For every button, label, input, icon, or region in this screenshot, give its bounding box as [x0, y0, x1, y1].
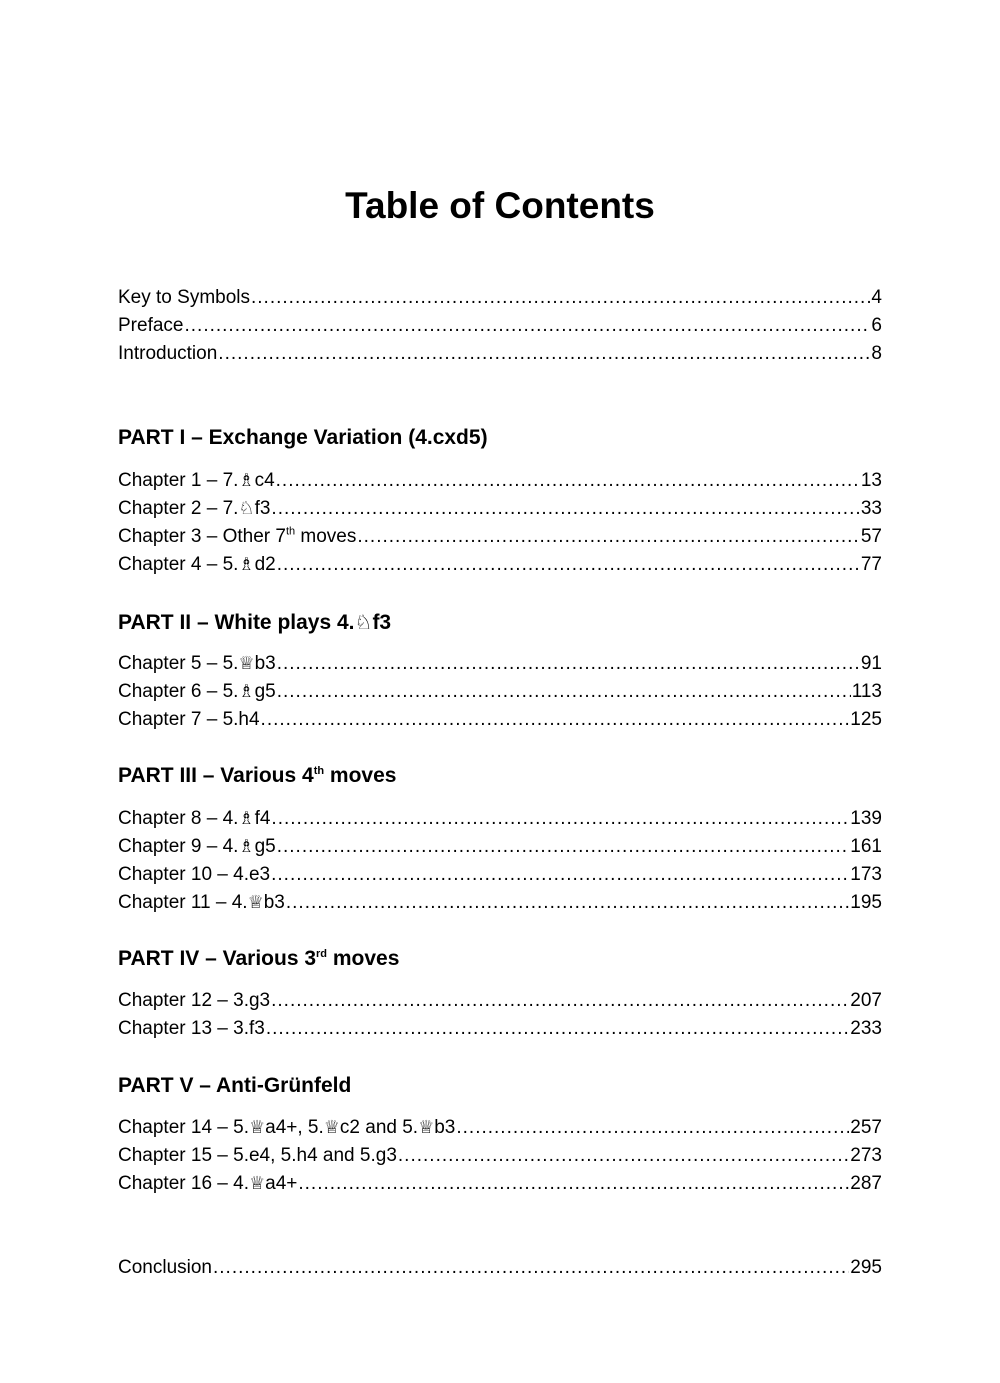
page-number: 295	[850, 1257, 882, 1278]
entry-label: Chapter 7 – 5.h4	[118, 709, 260, 730]
toc-entry-chapter-4[interactable]	[118, 551, 882, 579]
entry-label: Key to Symbols	[118, 287, 250, 308]
dot-leader	[286, 889, 849, 917]
entry-label: Chapter 1 – 7.♗c4	[118, 470, 275, 491]
toc-entry-chapter-11[interactable]	[118, 889, 882, 917]
dot-leader	[261, 706, 850, 734]
toc-entry-preface[interactable]	[118, 312, 882, 340]
dot-leader	[251, 284, 870, 312]
bishop-icon: ♗	[238, 836, 255, 857]
dot-leader	[271, 805, 849, 833]
toc-entry-chapter-7[interactable]	[118, 706, 882, 734]
entry-label: Preface	[118, 315, 184, 336]
entry-label: Chapter 4 – 5.♗d2	[118, 554, 276, 575]
part-heading-1: PART I – Exchange Variation (4.cxd5)	[118, 426, 488, 449]
dot-leader	[266, 1015, 849, 1043]
dot-leader	[213, 1254, 849, 1282]
dot-leader	[184, 312, 870, 340]
dot-leader	[298, 1170, 849, 1198]
toc-entry-chapter-13[interactable]	[118, 1015, 882, 1043]
page-number: 33	[860, 498, 882, 519]
bishop-icon: ♗	[238, 681, 255, 702]
toc-entry-chapter-8[interactable]	[118, 805, 882, 833]
toc-entry-chapter-6[interactable]	[118, 678, 882, 706]
toc-entry-chapter-9[interactable]	[118, 833, 882, 861]
entry-label: Conclusion	[118, 1257, 212, 1278]
part-heading-3: PART III – Various 4th moves	[118, 764, 397, 787]
entry-label: Chapter 14 – 5.♕a4+, 5.♕c2 and 5.♕b3	[118, 1117, 456, 1138]
part-heading-5: PART V – Anti-Grünfeld	[118, 1074, 352, 1097]
dot-leader	[277, 650, 860, 678]
queen-icon: ♕	[248, 1117, 266, 1138]
toc-entry-conclusion[interactable]	[118, 1254, 882, 1282]
page-number: 13	[860, 470, 882, 491]
knight-icon: ♘	[354, 610, 373, 634]
dot-leader	[277, 551, 860, 579]
toc-entry-chapter-16[interactable]	[118, 1170, 882, 1198]
page-number: 257	[850, 1117, 882, 1138]
bishop-icon: ♗	[238, 808, 255, 829]
queen-icon: ♕	[248, 1173, 266, 1194]
entry-label: Chapter 5 – 5.♕b3	[118, 653, 276, 674]
page-number: 207	[850, 990, 882, 1011]
dot-leader	[277, 833, 850, 861]
dot-leader	[357, 523, 859, 551]
dot-leader	[218, 340, 870, 368]
dot-leader	[456, 1114, 849, 1142]
dot-leader	[398, 1142, 849, 1170]
entry-label: Introduction	[118, 343, 218, 364]
entry-label: Chapter 9 – 4.♗g5	[118, 836, 276, 857]
entry-label: Chapter 15 – 5.e4, 5.h4 and 5.g3	[118, 1145, 397, 1166]
page-number: 161	[850, 836, 882, 857]
entry-label: Chapter 13 – 3.f3	[118, 1018, 265, 1039]
page-number: 195	[850, 892, 882, 913]
dot-leader	[271, 861, 849, 889]
page-number: 287	[850, 1173, 882, 1194]
toc-entry-chapter-5[interactable]	[118, 650, 882, 678]
queen-icon: ♕	[247, 892, 264, 913]
dot-leader	[271, 495, 859, 523]
queen-icon: ♕	[323, 1117, 340, 1138]
toc-entry-chapter-14[interactable]	[118, 1114, 882, 1142]
page-number: 233	[850, 1018, 882, 1039]
page-number: 125	[850, 709, 882, 730]
part-heading-4: PART IV – Various 3rd moves	[118, 947, 400, 970]
part-heading-2: PART II – White plays 4.♘f3	[118, 610, 392, 634]
toc-entry-key-to-symbols[interactable]	[118, 284, 882, 312]
toc-entry-introduction[interactable]	[118, 340, 882, 368]
toc-entry-chapter-1[interactable]	[118, 467, 882, 495]
page-number: 57	[860, 526, 882, 547]
entry-label: Chapter 16 – 4.♕a4+	[118, 1173, 298, 1194]
entry-label: Chapter 10 – 4.e3	[118, 864, 271, 885]
page-number: 173	[850, 864, 882, 885]
dot-leader	[276, 467, 860, 495]
page-number: 77	[860, 554, 882, 575]
toc-entry-chapter-12[interactable]	[118, 987, 882, 1015]
page-number: 6	[871, 315, 882, 336]
page-number: 4	[871, 287, 882, 308]
bishop-icon: ♗	[238, 470, 255, 491]
page-title: Table of Contents	[345, 185, 655, 226]
knight-icon: ♘	[238, 498, 255, 519]
page-number: 113	[851, 681, 882, 702]
bishop-icon: ♗	[238, 554, 255, 575]
page-number: 273	[850, 1145, 882, 1166]
dot-leader	[277, 678, 851, 706]
toc-entry-chapter-10[interactable]	[118, 861, 882, 889]
dot-leader	[271, 987, 849, 1015]
queen-icon: ♕	[238, 653, 255, 674]
queen-icon: ♕	[418, 1117, 435, 1138]
page-number: 91	[860, 653, 882, 674]
entry-label: Chapter 12 – 3.g3	[118, 990, 271, 1011]
toc-entry-chapter-2[interactable]	[118, 495, 882, 523]
page-number: 139	[850, 808, 882, 829]
entry-label: Chapter 11 – 4.♕b3	[118, 892, 285, 913]
page-number: 8	[871, 343, 882, 364]
entry-label: Chapter 6 – 5.♗g5	[118, 681, 276, 702]
entry-label: Chapter 3 – Other 7th moves	[118, 525, 357, 547]
toc-entry-chapter-15[interactable]	[118, 1142, 882, 1170]
toc-entry-chapter-3[interactable]	[118, 523, 882, 551]
entry-label: Chapter 2 – 7.♘f3	[118, 498, 271, 519]
entry-label: Chapter 8 – 4.♗f4	[118, 808, 271, 829]
